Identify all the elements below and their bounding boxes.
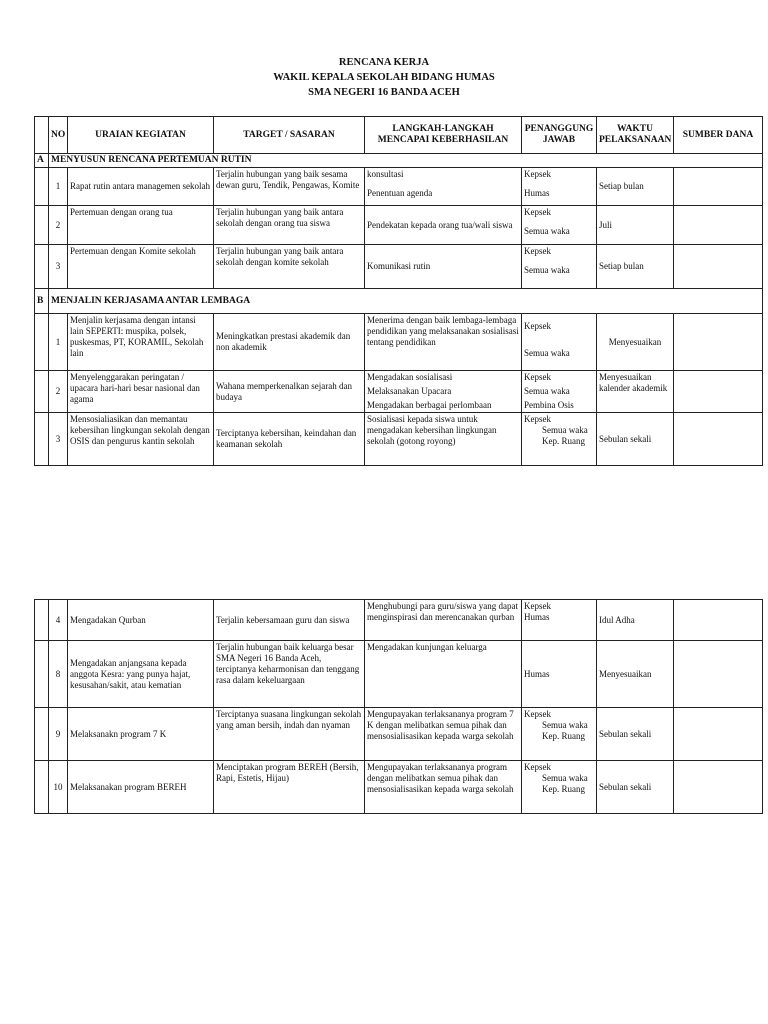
pj-item: Semua waka (524, 386, 570, 396)
header-row (35, 117, 763, 154)
pj-item: Kep. Ruang (542, 731, 585, 741)
row-uraian: Mengadakan Qurban (68, 600, 214, 641)
langkah-item: Mengadakan berbagai perlombaan (367, 400, 492, 410)
row-sumber-dana (674, 708, 763, 761)
row-no: 2 (49, 206, 68, 245)
table-row (35, 371, 763, 413)
header-letter (35, 117, 49, 154)
table-row (35, 314, 763, 371)
row-langkah: Pendekatan kepada orang tua/wali siswa (365, 206, 522, 245)
row-uraian: Melaksanakan program BEREH (68, 761, 214, 814)
row-no: 2 (49, 371, 68, 413)
row-langkah: Mengadakan kunjungan keluarga (365, 641, 522, 708)
title-line-2: WAKIL KEPALA SEKOLAH BIDANG HUMAS (273, 72, 495, 83)
row-no: 8 (49, 641, 68, 708)
row-penanggung-jawab (522, 708, 597, 761)
header-no: NO (49, 117, 68, 154)
section-title: MENYUSUN RENCANA PERTEMUAN RUTIN (49, 154, 763, 168)
row-target: Terjalin hubungan yang baik sesama dewan guru, Tendik, Pengawas, Komite (214, 168, 365, 206)
row-waktu: Idul Adha (597, 600, 674, 641)
row-waktu: Menyesuaikan (597, 641, 674, 708)
pj-item: Kepsek (524, 169, 551, 179)
section-letter-cell (35, 641, 49, 708)
header-langkah: LANGKAH-LANGKAH MENCAPAI KEBERHASILAN (365, 117, 522, 154)
row-target: Terjalin hubungan baik keluarga besar SMA Negeri 16 Banda Aceh, terciptanya keharmonisan dan tenggang rasa dalam kekeluargaan (214, 641, 365, 708)
pj-item: Kepsek (524, 709, 551, 719)
table-row (35, 761, 763, 814)
section-letter-cell (35, 761, 49, 814)
row-uraian: Pertemuan dengan Komite sekolah (68, 245, 214, 289)
pj-item: Pembina Osis (524, 400, 574, 410)
table-row (35, 168, 763, 206)
pj-item: Semua waka (542, 720, 588, 730)
row-penanggung-jawab (522, 206, 597, 245)
row-waktu: Sebulan sekali (597, 413, 674, 466)
pj-item: Humas (524, 188, 550, 198)
row-no: 1 (49, 168, 68, 206)
pj-item: Kepsek (524, 321, 551, 331)
title-line-3: SMA NEGERI 16 BANDA ACEH (308, 87, 460, 98)
section-letter: B (35, 289, 49, 314)
pj-item: Kepsek (524, 414, 551, 424)
row-sumber-dana (674, 245, 763, 289)
pj-item: Semua waka (542, 773, 588, 783)
langkah-item: Melaksanakan Upacara (367, 386, 452, 396)
section-letter-cell (35, 371, 49, 413)
row-uraian: Menyelenggarakan peringatan / upacara hari-hari besar nasional dan agama (68, 371, 214, 413)
row-penanggung-jawab (522, 413, 597, 466)
section-letter-cell (35, 413, 49, 466)
table-row (35, 600, 763, 641)
section-letter-cell (35, 708, 49, 761)
header-penanggung-jawab: PENANGGUNG JAWAB (522, 117, 597, 154)
langkah-item: Penentuan agenda (367, 188, 433, 198)
row-target: Terciptanya suasana lingkungan sekolah yang aman bersih, indah dan nyaman (214, 708, 365, 761)
row-waktu: Sebulan sekali (597, 708, 674, 761)
row-sumber-dana (674, 761, 763, 814)
row-waktu: Juli (597, 206, 674, 245)
pj-item: Kepsek (524, 207, 551, 217)
table-row (35, 413, 763, 466)
section-letter-cell (35, 245, 49, 289)
row-penanggung-jawab: Humas (522, 641, 597, 708)
header-waktu: WAKTU PELAKSANAAN (597, 117, 674, 154)
section-letter-cell (35, 168, 49, 206)
section-title: MENJALIN KERJASAMA ANTAR LEMBAGA (49, 289, 763, 314)
pj-item: Kepsek (524, 762, 551, 772)
pj-item: Humas (524, 612, 550, 622)
row-target: Menciptakan program BEREH (Bersih, Rapi, Estetis, Hijau) (214, 761, 365, 814)
pj-item: Semua waka (542, 425, 588, 435)
row-uraian: Mensosialiasikan dan memantau kebersihan lingkungan sekolah dengan OSIS dan pengurus kantin sekolah (68, 413, 214, 466)
row-uraian: Mengadakan anjangsana kepada anggota Kesra: yang punya hajat, kesusahan/sakit, atau kematian (68, 641, 214, 708)
work-plan-table-page-2 (34, 599, 763, 814)
section-letter-cell (35, 206, 49, 245)
title-line-1: RENCANA KERJA (338, 57, 430, 68)
row-langkah: Menerima dengan baik lembaga-lembaga pendidikan yang melaksanakan sosialisasi tentang pendidikan (365, 314, 522, 371)
row-penanggung-jawab (522, 371, 597, 413)
row-target: Terjalin hubungan yang baik antara sekolah dengan komite sekolah (214, 245, 365, 289)
row-no: 3 (49, 413, 68, 466)
pj-item: Kepsek (524, 601, 551, 611)
section-letter-cell (35, 600, 49, 641)
row-penanggung-jawab (522, 245, 597, 289)
pj-item: Semua waka (524, 265, 570, 275)
row-sumber-dana (674, 314, 763, 371)
row-no: 3 (49, 245, 68, 289)
row-target: Terjalin hubungan yang baik antara sekolah dengan orang tua siswa (214, 206, 365, 245)
row-waktu: Setiap bulan (597, 245, 674, 289)
row-waktu: Setiap bulan (597, 168, 674, 206)
row-waktu: Menyesuaikan (597, 314, 674, 371)
row-langkah: Sosialisasi kepada siswa untuk mengadakan kebersihan lingkungan sekolah (gotong royong) (365, 413, 522, 466)
row-uraian: Rapat rutin antara managemen sekolah (68, 168, 214, 206)
section-letter: A (35, 154, 49, 168)
row-penanggung-jawab (522, 761, 597, 814)
langkah-item: Mengadakan sosialisasi (367, 372, 453, 382)
row-penanggung-jawab (522, 600, 597, 641)
row-target: Terciptanya kebersihan, keindahan dan keamanan sekolah (214, 413, 365, 466)
table-row (35, 206, 763, 245)
row-sumber-dana (674, 600, 763, 641)
row-sumber-dana (674, 168, 763, 206)
row-no: 9 (49, 708, 68, 761)
row-langkah (365, 371, 522, 413)
header-uraian: URAIAN KEGIATAN (68, 117, 214, 154)
row-langkah: Komunikasi rutin (365, 245, 522, 289)
row-uraian: Pertemuan dengan orang tua (68, 206, 214, 245)
pj-item: Semua waka (524, 226, 570, 236)
header-target: TARGET / SASARAN (214, 117, 365, 154)
row-sumber-dana (674, 413, 763, 466)
pj-item: Kep. Ruang (542, 784, 585, 794)
row-sumber-dana (674, 206, 763, 245)
row-uraian: Menjalin kerjasama dengan intansi lain SEPERTI: muspika, polsek, puskesmas, PT, KORAMIL, Sekolah lain (68, 314, 214, 371)
row-sumber-dana (674, 371, 763, 413)
section-letter-cell (35, 314, 49, 371)
row-target: Terjalin kebersamaan guru dan siswa (214, 600, 365, 641)
section-row-b (35, 289, 763, 314)
section-row-a (35, 154, 763, 168)
pj-item: Kepsek (524, 246, 551, 256)
row-langkah: Menghubungi para guru/siswa yang dapat menginspirasi dan merencanakan qurban (365, 600, 522, 641)
row-no: 1 (49, 314, 68, 371)
row-waktu: Menyesuaikan kalender akademik (597, 371, 674, 413)
table-row (35, 245, 763, 289)
row-no: 10 (49, 761, 68, 814)
row-target: Wahana memperkenalkan sejarah dan budaya (214, 371, 365, 413)
row-no: 4 (49, 600, 68, 641)
row-penanggung-jawab (522, 314, 597, 371)
document-title (0, 55, 768, 100)
table-row (35, 641, 763, 708)
row-sumber-dana (674, 641, 763, 708)
row-langkah: Mengupayakan terlaksananya program dengan melibatkan semua pihak dan mensosialisasikan kepada warga sekolah (365, 761, 522, 814)
row-langkah: Mengupayakan terlaksananya program 7 K dengan melibatkan semua pihak dan mensosialisasikan kepada warga sekolah (365, 708, 522, 761)
header-sumber-dana: SUMBER DANA (674, 117, 763, 154)
work-plan-table-page-1 (34, 116, 763, 466)
table-row (35, 708, 763, 761)
row-langkah (365, 168, 522, 206)
row-penanggung-jawab (522, 168, 597, 206)
row-target: Meningkatkan prestasi akademik dan non akademik (214, 314, 365, 371)
pj-item: Kep. Ruang (542, 436, 585, 446)
pj-item: Semua waka (524, 348, 570, 358)
row-uraian: Melaksanakn program 7 K (68, 708, 214, 761)
row-waktu: Sebulan sekali (597, 761, 674, 814)
langkah-item: konsultasi (367, 169, 404, 179)
pj-item: Kepsek (524, 372, 551, 382)
